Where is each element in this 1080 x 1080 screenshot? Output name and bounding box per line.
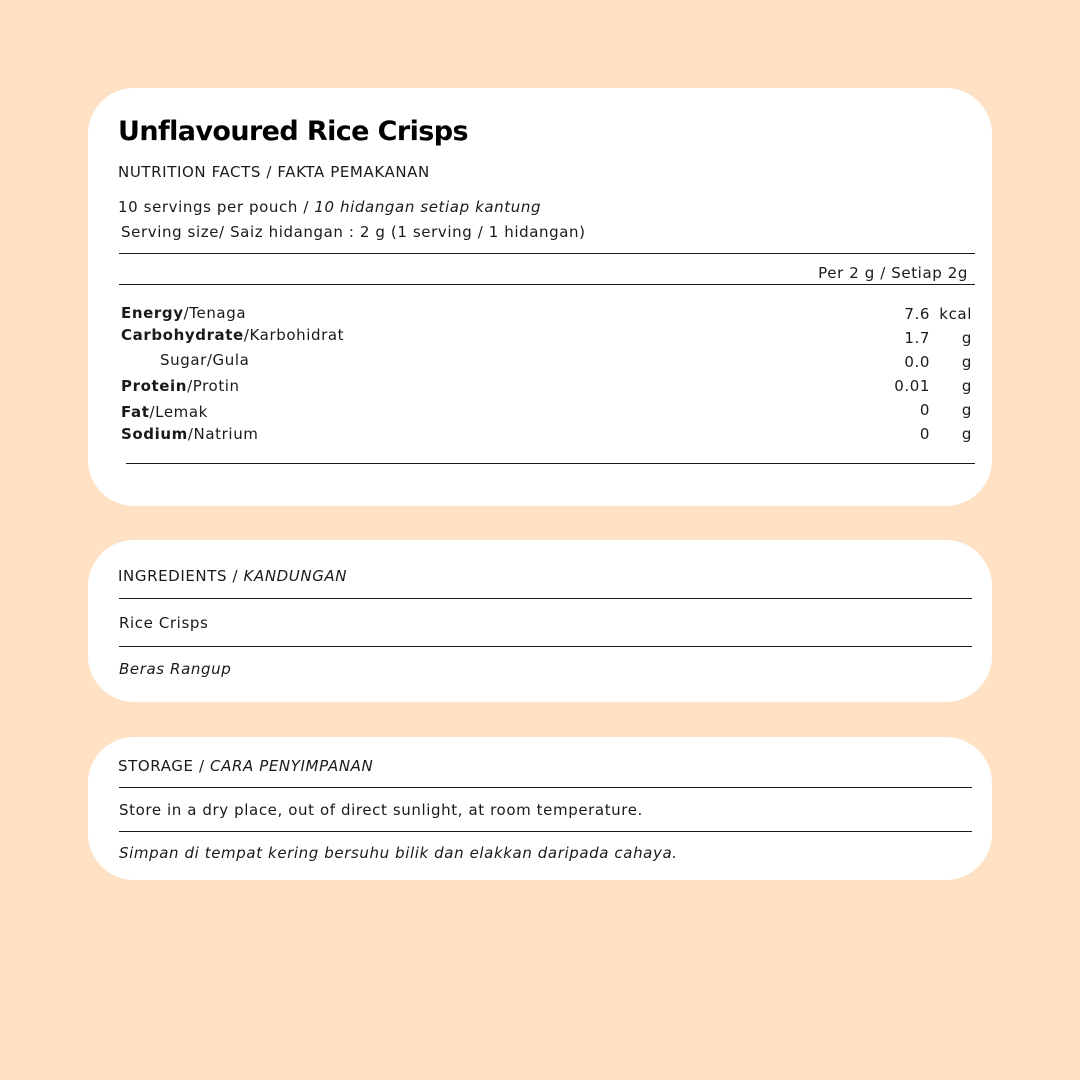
nutrient-value: 0.0 — [904, 353, 930, 371]
nutrient-unit: g — [961, 329, 972, 347]
heading-ms: KANDUNGAN — [243, 567, 348, 585]
nutrient-name-bold: Carbohydrate — [121, 326, 244, 344]
storage-text-en: Store in a dry place, out of direct sunlight, at room temperature. — [119, 801, 643, 819]
heading-en: INGREDIENTS / — [118, 567, 239, 585]
nutrient-unit: g — [961, 401, 972, 419]
nutrient-row-sodium — [121, 425, 259, 443]
serving-size: Serving size/ Saiz hidangan : 2 g (1 serving / 1 hidangan) — [121, 223, 586, 241]
storage-heading — [118, 757, 373, 775]
nutrient-row-protein — [121, 377, 240, 395]
divider — [119, 598, 972, 599]
nutrient-name: /Protin — [187, 377, 240, 395]
nutrient-name-bold: Sodium — [121, 425, 188, 443]
divider — [119, 646, 972, 647]
nutrient-name: /Tenaga — [183, 304, 247, 322]
nutrition-facts-heading: NUTRITION FACTS / FAKTA PEMAKANAN — [118, 163, 430, 181]
nutrient-row-energy — [121, 304, 246, 322]
nutrition-facts-card — [88, 88, 992, 506]
storage-card — [88, 737, 992, 880]
heading-ms: CARA PENYIMPANAN — [210, 757, 374, 775]
divider — [119, 253, 975, 254]
ingredients-text-en: Rice Crisps — [119, 614, 209, 632]
divider — [119, 284, 975, 285]
nutrient-unit: kcal — [939, 305, 972, 323]
ingredients-heading — [118, 567, 347, 585]
nutrient-value: 7.6 — [904, 305, 930, 323]
nutrient-value: 0.01 — [894, 377, 930, 395]
storage-text-ms: Simpan di tempat kering bersuhu bilik dan elakkan daripada cahaya. — [119, 844, 678, 862]
servings-en: 10 servings per pouch / — [118, 198, 309, 216]
nutrient-row-fat — [121, 403, 208, 421]
nutrient-unit: g — [961, 377, 972, 395]
divider — [126, 463, 975, 464]
nutrient-value: 0 — [919, 425, 930, 443]
nutrient-row-sugar — [160, 351, 249, 369]
servings-per-pouch — [118, 198, 541, 216]
nutrient-name: /Lemak — [149, 403, 208, 421]
nutrient-value: 0 — [919, 401, 930, 419]
divider — [119, 787, 972, 788]
nutrient-name-bold: Protein — [121, 377, 188, 395]
product-title: Unflavoured Rice Crisps — [118, 116, 468, 147]
nutrient-name-bold: Energy — [121, 304, 184, 322]
per-serving-label: Per 2 g / Setiap 2g — [818, 264, 968, 282]
nutrient-name: /Karbohidrat — [243, 326, 345, 344]
nutrient-name: /Natrium — [187, 425, 259, 443]
servings-ms: 10 hidangan setiap kantung — [314, 198, 542, 216]
nutrient-name-bold: Fat — [121, 403, 150, 421]
ingredients-text-ms: Beras Rangup — [119, 660, 232, 678]
nutrient-unit: g — [961, 353, 972, 371]
nutrient-row-carbohydrate — [121, 326, 344, 344]
nutrient-value: 1.7 — [904, 329, 930, 347]
divider — [119, 831, 972, 832]
ingredients-card — [88, 540, 992, 702]
heading-en: STORAGE / — [118, 757, 205, 775]
nutrient-unit: g — [961, 425, 972, 443]
nutrient-name: Sugar/Gula — [160, 351, 250, 369]
